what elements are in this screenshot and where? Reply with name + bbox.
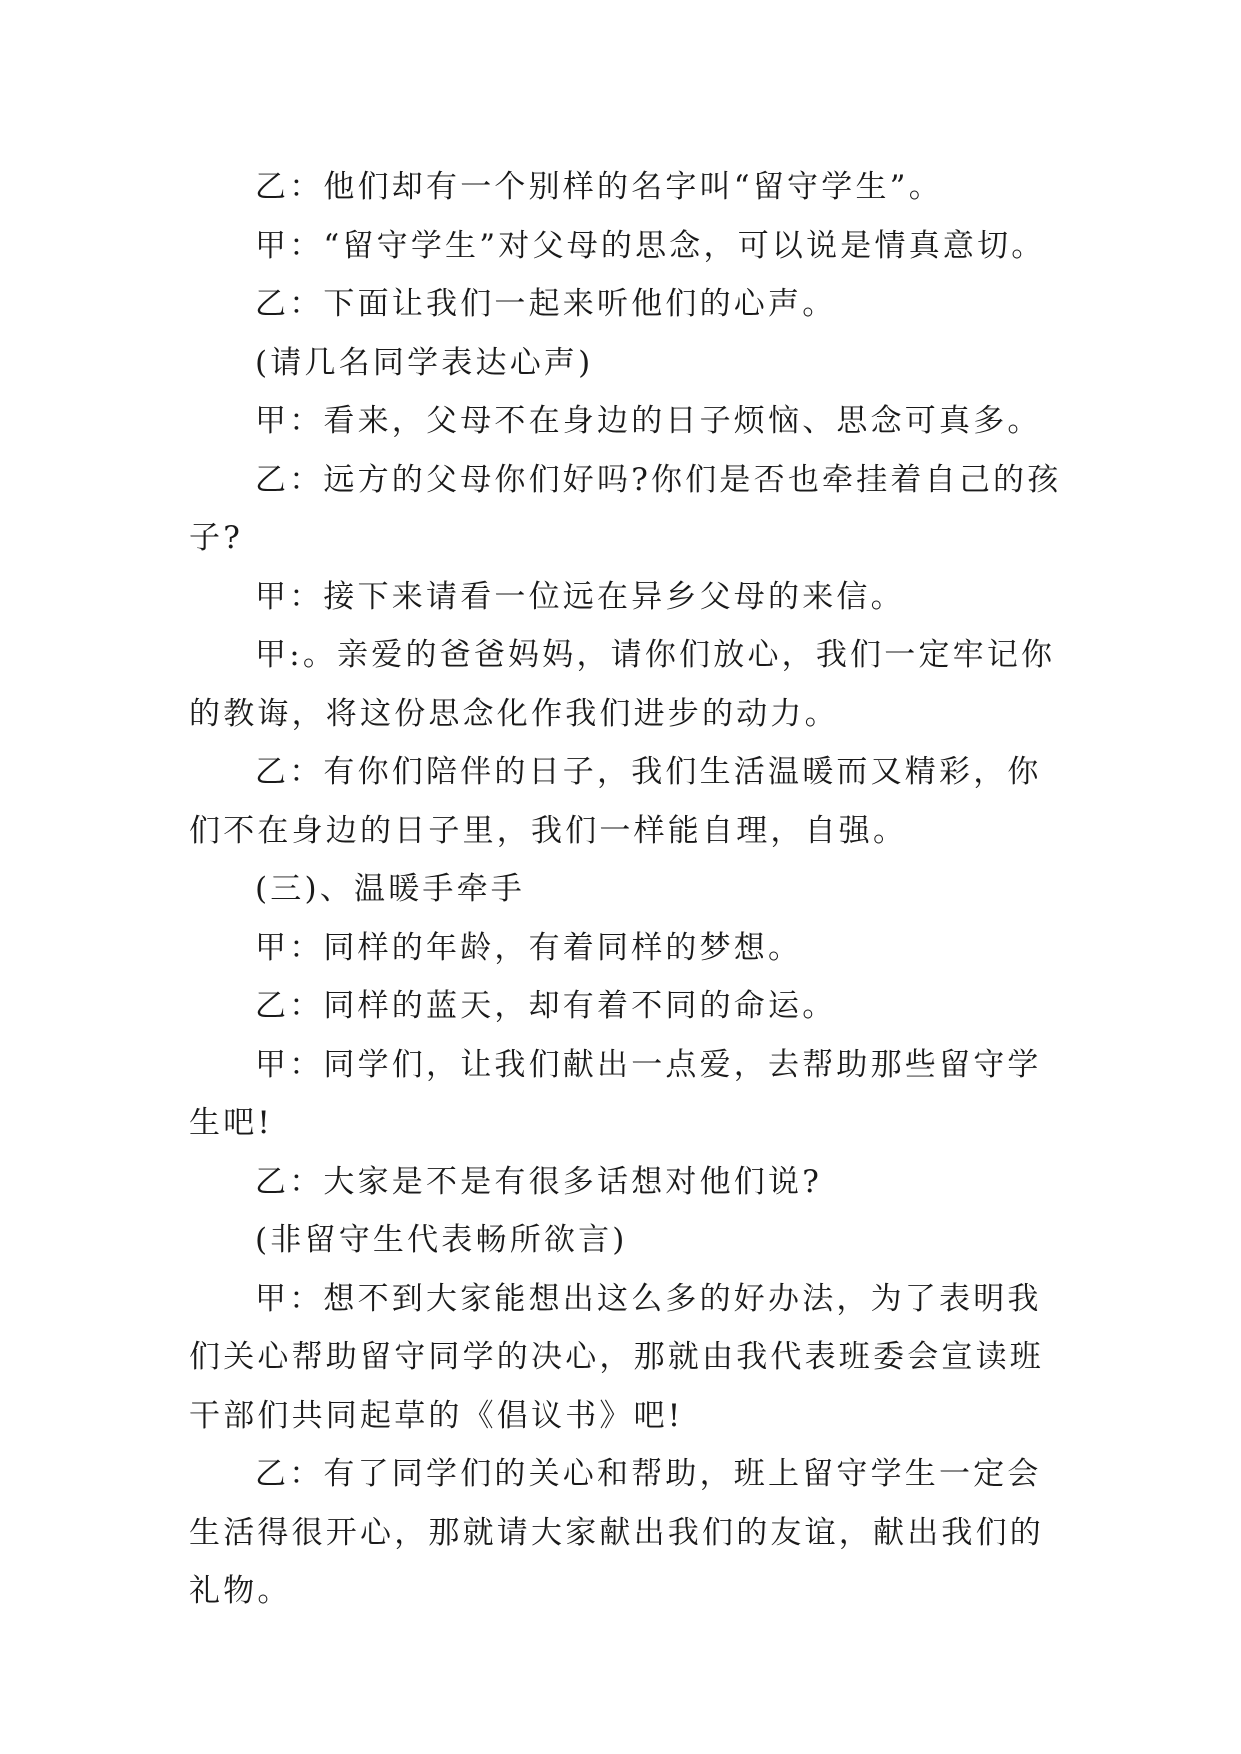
paragraph: 乙：下面让我们一起来听他们的心声。	[255, 286, 837, 322]
paragraph: 乙：远方的父母你们好吗?你们是否也牵挂着自己的孩子?	[189, 461, 1062, 556]
paragraph: 甲：同学们，让我们献出一点爱，去帮助那些留守学生吧!	[189, 1046, 1042, 1141]
paragraph: 甲：想不到大家能想出这么多的好办法，为了表明我们关心帮助留守同学的决心，那就由我代表班委会宣读班干部们共同起草的《倡议书》吧!	[189, 1280, 1044, 1434]
paragraph: 甲：看来，父母不在身边的日子烦恼、思念可真多。	[255, 403, 1042, 439]
paragraph: 乙：同样的蓝天，却有着不同的命运。	[255, 988, 837, 1024]
document-body	[189, 158, 1071, 1621]
paragraph: 甲:。亲爱的爸爸妈妈，请你们放心，我们一定牢记你的教诲，将这份思念化作我们进步的动力。	[189, 637, 1056, 732]
paragraph: 乙：有你们陪伴的日子，我们生活温暖而又精彩，你们不在身边的日子里，我们一样能自理，自强。	[189, 754, 1042, 849]
paragraph: (三)、温暖手牵手	[255, 871, 525, 907]
paragraph: (非留守生代表畅所欲言)	[255, 1222, 628, 1258]
paragraph: 乙：他们却有一个别样的名字叫“留守学生”。	[255, 169, 943, 205]
paragraph: 乙：有了同学们的关心和帮助，班上留守学生一定会生活得很开心，那就请大家献出我们的友谊，献出我们的礼物。	[189, 1456, 1044, 1609]
paragraph: 乙：大家是不是有很多话想对他们说?	[255, 1163, 823, 1200]
paragraph: (请几名同学表达心声)	[255, 344, 594, 381]
paragraph: 甲：“留守学生”对父母的思念，可以说是情真意切。	[255, 227, 1046, 264]
paragraph: 甲：接下来请看一位远在异乡父母的来信。	[255, 578, 905, 615]
paragraph: 甲：同样的年龄，有着同样的梦想。	[255, 929, 803, 966]
